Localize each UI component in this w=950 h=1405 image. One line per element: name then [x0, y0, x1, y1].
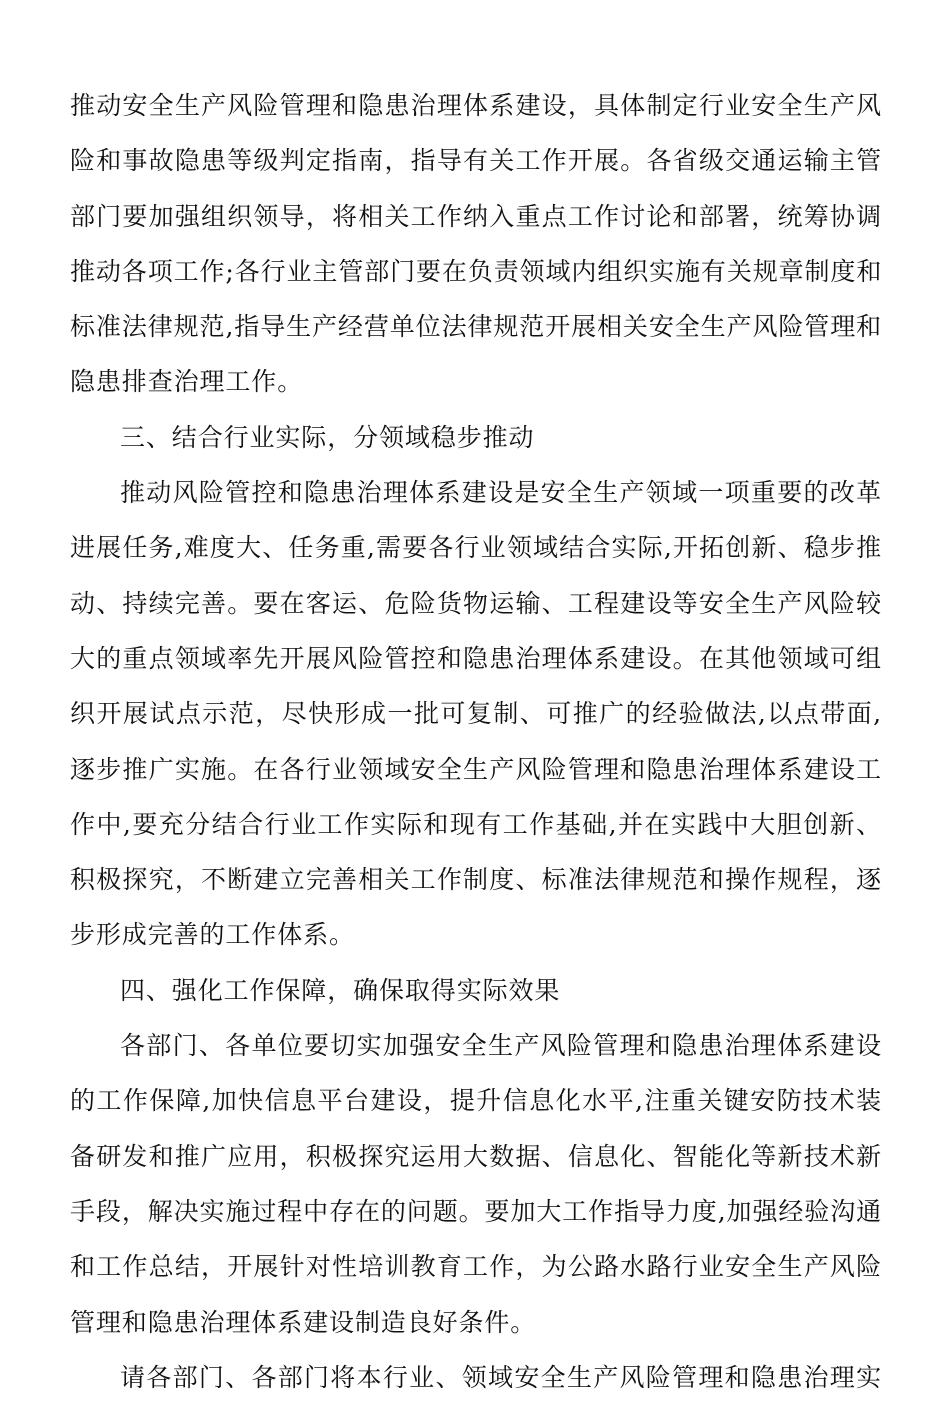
paragraph-line: 积极探究，不断建立完善相关工作制度、标准法律规范和操作规程，逐 — [70, 865, 882, 895]
paragraph-line: 逐步推广实施。在各行业领域安全生产风险管理和隐患治理体系建设工 — [70, 754, 882, 784]
paragraph-line: 大的重点领域率先开展风险管控和隐患治理体系建设。在其他领域可组 — [70, 643, 882, 673]
paragraph-line: 进展任务,难度大、任务重,需要各行业领域结合实际,开拓创新、稳步推 — [70, 533, 882, 563]
paragraph-line: 动、持续完善。要在客运、危险货物运输、工程建设等安全生产风险较 — [70, 588, 882, 618]
section-heading-3: 三、结合行业实际，分领域稳步推动 — [120, 422, 535, 452]
paragraph-line-first: 推动风险管控和隐患治理体系建设是安全生产领域一项重要的改革 — [120, 478, 882, 508]
section-heading-4: 四、强化工作保障，确保取得实际效果 — [120, 975, 561, 1005]
paragraph-line: 备研发和推广应用，积极探究运用大数据、信息化、智能化等新技术新 — [70, 1141, 882, 1171]
paragraph-line: 的工作保障,加快信息平台建设，提升信息化水平,注重关键安防技术装 — [70, 1086, 882, 1116]
paragraph-line: 标准法律规范,指导生产经营单位法律规范开展相关安全生产风险管理和 — [70, 312, 882, 342]
paragraph-line-first: 各部门、各单位要切实加强安全生产风险管理和隐患治理体系建设 — [120, 1031, 882, 1061]
paragraph-line-last: 隐患排查治理工作。 — [70, 367, 304, 397]
document-body — [70, 78, 882, 1405]
paragraph-line-last: 管理和隐患治理体系建设制造良好条件。 — [70, 1307, 537, 1337]
paragraph-line-last: 步形成完善的工作体系。 — [70, 920, 355, 950]
paragraph-line: 部门要加强组织领导，将相关工作纳入重点工作讨论和部署，统筹协调 — [70, 201, 882, 231]
paragraph-line: 推动各项工作;各行业主管部门要在负责领域内组织实施有关规章制度和 — [70, 256, 883, 286]
paragraph-line: 手段，解决实施过程中存在的问题。要加大工作指导力度,加强经验沟通 — [70, 1196, 882, 1226]
paragraph-line-first: 请各部门、各部门将本行业、领域安全生产风险管理和隐患治理实 — [120, 1362, 882, 1392]
paragraph-line: 织开展试点示范，尽快形成一批可复制、可推广的经验做法,以点带面, — [70, 699, 882, 729]
paragraph-line: 推动安全生产风险管理和隐患治理体系建设，具体制定行业安全生产风 — [70, 91, 882, 120]
paragraph-line: 和工作总结，开展针对性培训教育工作，为公路水路行业安全生产风险 — [70, 1252, 882, 1282]
paragraph-line: 险和事故隐患等级判定指南，指导有关工作开展。各省级交通运输主管 — [70, 146, 882, 176]
paragraph-line: 作中,要充分结合行业工作实际和现有工作基础,并在实践中大胆创新、 — [70, 809, 882, 839]
